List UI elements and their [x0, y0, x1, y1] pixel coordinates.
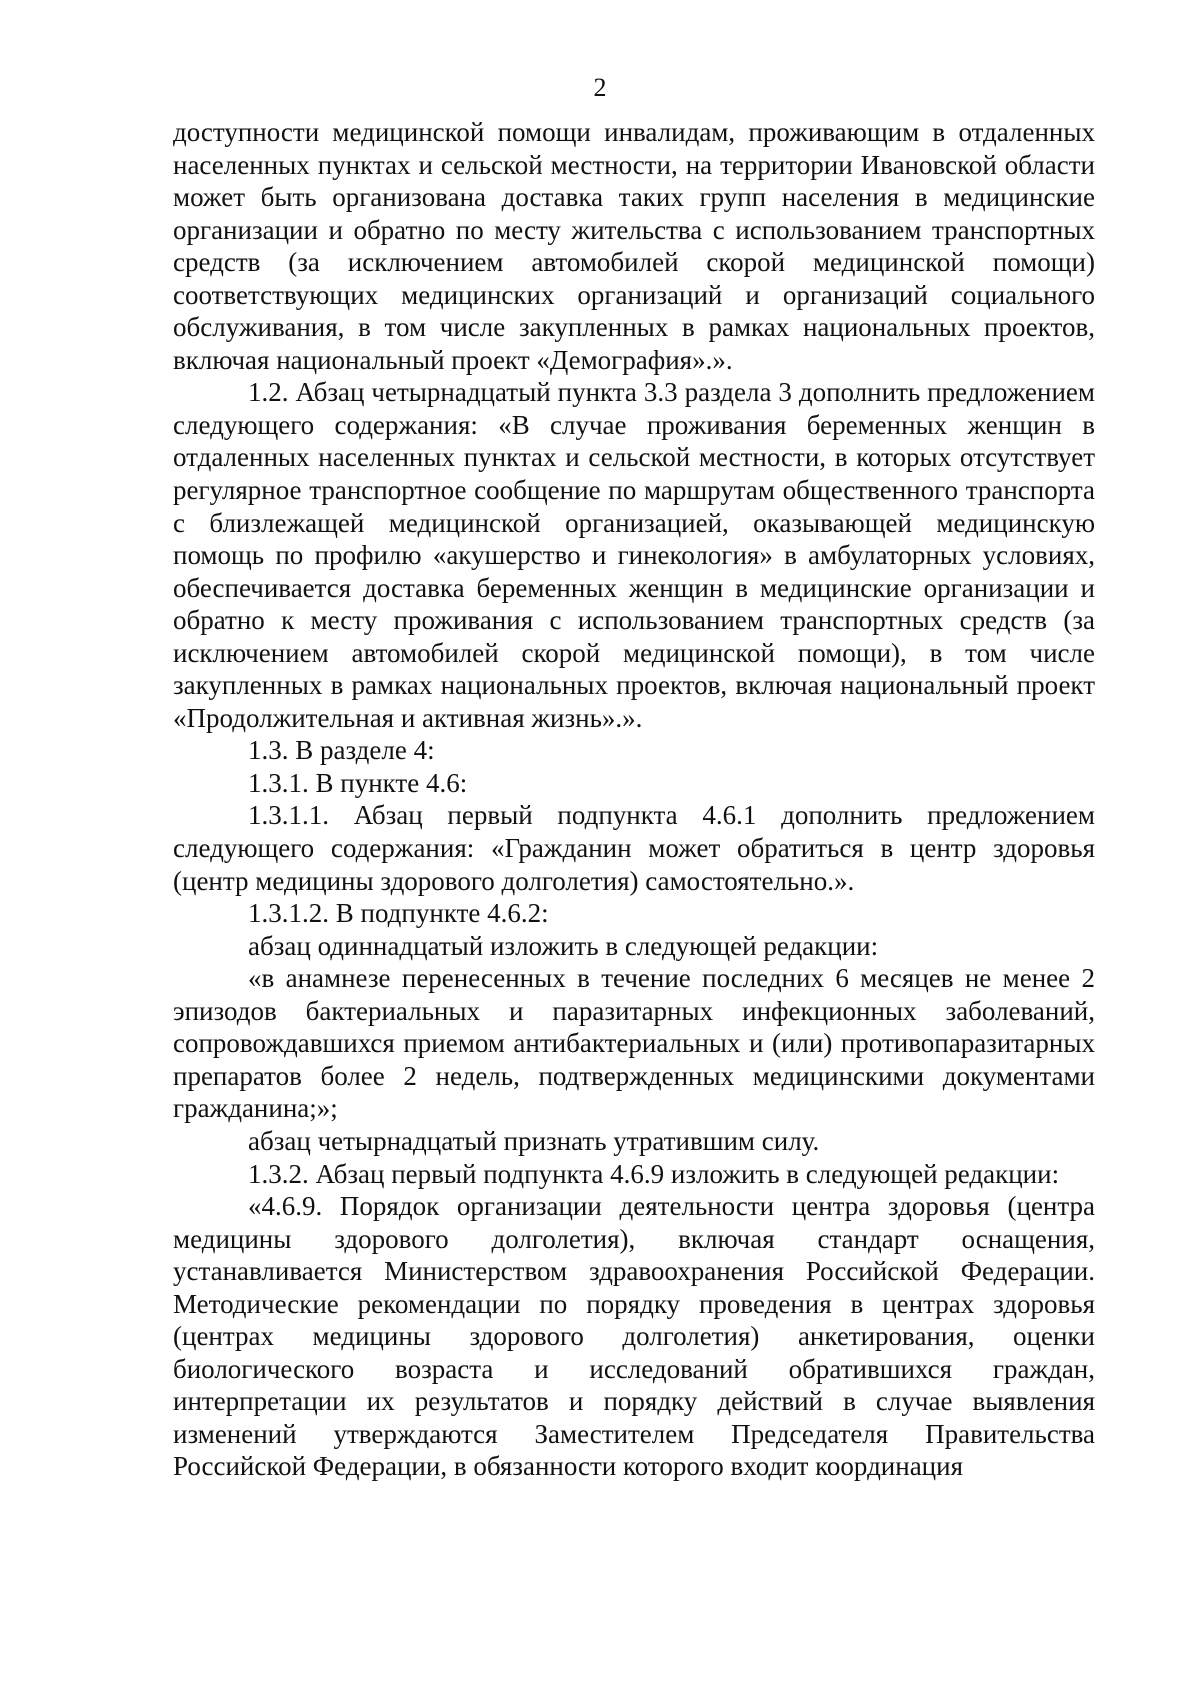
paragraph-1-3-1-1: 1.3.1.1. Абзац первый подпункта 4.6.1 дополнить предложением следующего содержания: «Гражданин может обратиться в центр здоровья (центр медицины здорового долголетия) самостоятельно.».	[173, 800, 1095, 896]
paragraph-abzac-14: абзац четырнадцатый признать утратившим силу.	[248, 1125, 820, 1156]
paragraph-abzac-11: абзац одиннадцатый изложить в следующей редакции:	[248, 930, 879, 961]
paragraph-1-3-1-2: 1.3.1.2. В подпункте 4.6.2:	[248, 898, 549, 929]
page-number: 2	[593, 73, 607, 102]
paragraph-4-6-9-quote: «4.6.9. Порядок организации деятельности центра здоровья (центра медицины здорового долголетия), включая стандарт оснащения, устанавливается Министерством здравоохранения Российской Федерации. Методические рекомендации по порядку проведения в центрах здоровья (центрах медицины здорового долголетия) анкетирования, оценки биологического возраста и исследований обратившихся граждан, интерпретации их результатов и порядку действий в случае выявления изменений утверждаются Заместителем Председателя Правительства Российской Федерации, в обязанности которого входит координация	[173, 1191, 1095, 1482]
paragraph-1-2: 1.2. Абзац четырнадцатый пункта 3.3 раздела 3 дополнить предложением следующего содержания: «В случае проживания беременных женщин в отдаленных населенных пунктах и сельской местности, в которых отсутствует регулярное транспортное сообщение по маршрутам общественного транспорта с близлежащей медицинской организацией, оказывающей медицинскую помощь по профилю «акушерство и гинекология» в амбулаторных условиях, обеспечивается доставка беременных женщин в медицинские организации и обратно к месту проживания с использованием транспортных средств (за исключением автомобилей скорой медицинской помощи), в том числе закупленных в рамках национальных проектов, включая национальный проект «Продолжительная и активная жизнь».».	[173, 377, 1095, 733]
paragraph-1-3-2: 1.3.2. Абзац первый подпункта 4.6.9 изложить в следующей редакции:	[248, 1158, 1060, 1189]
paragraph-anamnesis-quote: «в анамнезе перенесенных в течение последних 6 месяцев не менее 2 эпизодов бактериальных и паразитарных инфекционных заболеваний, сопровождавшихся приемом антибактериальных и (или) противопаразитарных препаратов более 2 недель, подтвержденных медицинскими документами гражданина;»;	[173, 963, 1095, 1124]
paragraph-1-3-1: 1.3.1. В пункте 4.6:	[248, 767, 468, 798]
paragraph-1: доступности медицинской помощи инвалидам, проживающим в отдаленных населенных пунктах и сельской местности, на территории Ивановской области может быть организована доставка таких групп населения в медицинские организации и обратно по месту жительства с использованием транспортных средств (за исключением автомобилей скорой медицинской помощи) соответствующих медицинских организаций и организаций социального обслуживания, в том числе закупленных в рамках национальных проектов, включая национальный проект «Демография».».	[173, 117, 1095, 375]
document-body	[173, 116, 1095, 1483]
paragraph-1-3: 1.3. В разделе 4:	[248, 735, 435, 766]
